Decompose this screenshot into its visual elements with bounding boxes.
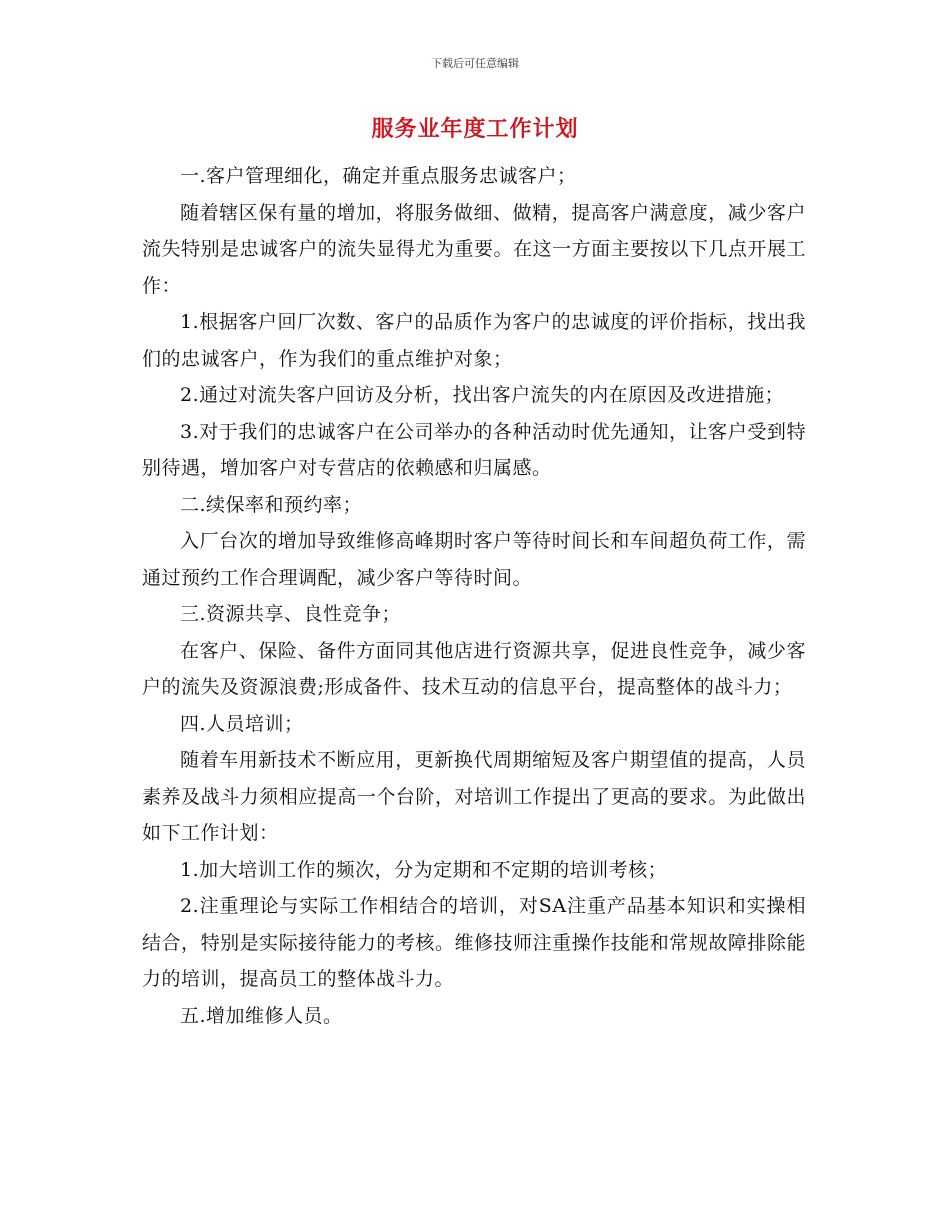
section-heading-4: 四.人员培训； xyxy=(180,712,304,735)
list-item: 1.根据客户回厂次数、客户的品质作为客户的忠诚度的评价指标，找出我们的忠诚客户，作为我们的重点维护对象； xyxy=(142,311,806,370)
paragraph: 随着辖区保有量的增加，将服务做细、做精，提高客户满意度，减少客户流失特别是忠诚客户的流失显得尤为重要。在这一方面主要按以下几点开展工作： xyxy=(142,201,806,297)
list-item: 2.通过对流失客户回访及分析，找出客户流失的内在原因及改进措施； xyxy=(180,384,785,406)
list-item: 2.注重理论与实际工作相结合的培训，对SA注重产品基本知识和实操相结合，特别是实际接待能力的考核。维修技师注重操作技能和常规故障排除能力的培训，提高员工的整体战斗力。 xyxy=(142,895,806,990)
section-heading-2: 二.续保率和预约率； xyxy=(180,493,363,516)
section-heading-5: 五.增加维修人员。 xyxy=(180,1004,343,1027)
document-body xyxy=(142,158,806,1034)
paragraph: 在客户、保险、备件方面同其他店进行资源共享，促进良性竞争，减少客户的流失及资源浪费;形成备件、技术互动的信息平台，提高整体的战斗力； xyxy=(142,639,806,698)
header-note: 下载后可任意编辑 xyxy=(431,57,519,70)
list-item: 1.加大培训工作的频次，分为定期和不定期的培训考核； xyxy=(180,858,668,881)
paragraph: 入厂台次的增加导致维修高峰期时客户等待时间长和车间超负荷工作，需通过预约工作合理调配，减少客户等待时间。 xyxy=(142,530,806,589)
section-heading-3: 三.资源共享、良性竞争； xyxy=(180,603,402,625)
list-item: 3.对于我们的忠诚客户在公司举办的各种活动时优先通知，让客户受到特别待遇，增加客户对专营店的依赖感和归属感。 xyxy=(142,420,806,479)
paragraph: 随着车用新技术不断应用，更新换代周期缩短及客户期望值的提高，人员素养及战斗力须相应提高一个台阶，对培训工作提出了更高的要求。为此做出如下工作计划： xyxy=(142,749,806,844)
document-title: 服务业年度工作计划 xyxy=(371,117,579,142)
section-heading-1: 一.客户管理细化，确定并重点服务忠诚客户； xyxy=(180,165,577,187)
